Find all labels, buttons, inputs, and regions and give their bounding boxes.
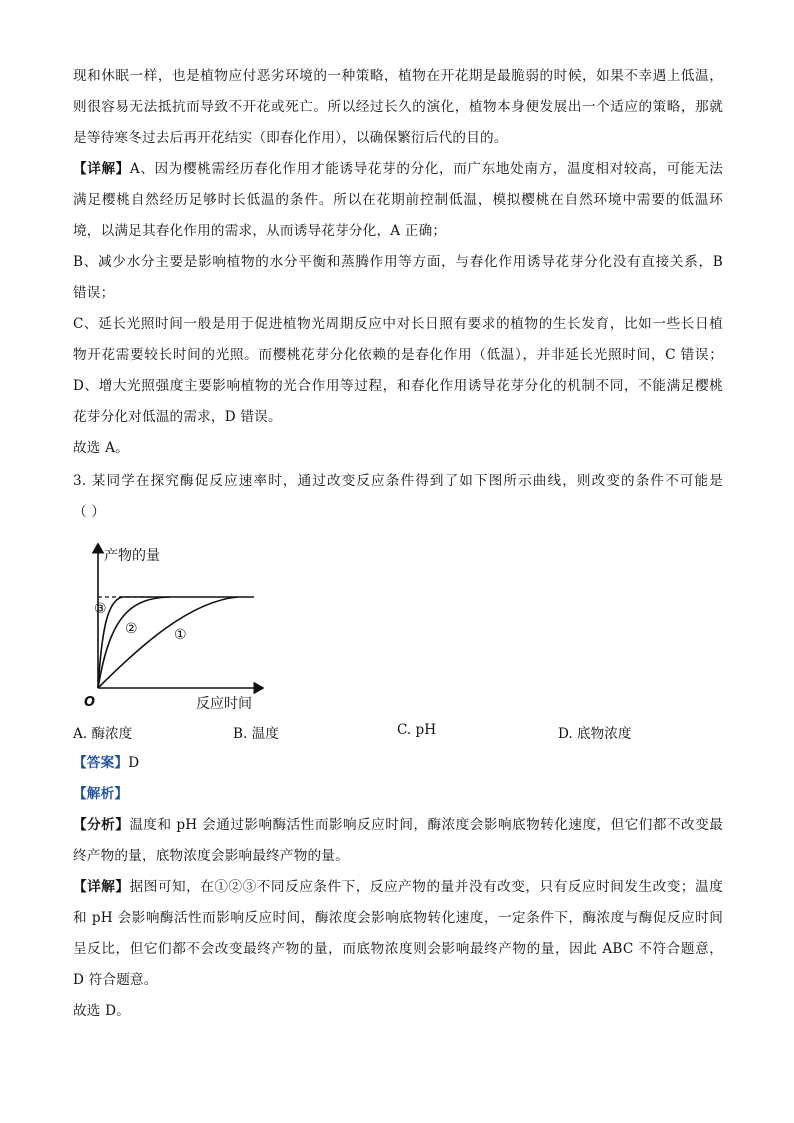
fenxi-line-1 (73, 816, 723, 834)
answer-value: D (128, 755, 140, 771)
curve-label-2: ② (125, 621, 138, 637)
curve-label-1: ① (174, 627, 187, 643)
paragraph-line: 则很容易无法抵抗而导致不开花或死亡。所以经过长久的演化，植物本身便发展出一个适应的策略，那就 (73, 99, 723, 115)
analysis-heading (73, 785, 723, 803)
paragraph-line: 是等待寒冬过去后再开花结实（即春化作用），以确保繁衍后代的目的。 (73, 130, 508, 146)
detail-line-a (73, 160, 723, 178)
option-a[interactable]: A. 酶浓度 (73, 726, 133, 742)
paragraph-line: C、延长光照时间一般是用于促进植物光周期反应中对长日照有要求的植物的生长发育，比如一些长日植 (73, 316, 723, 332)
paragraph-line: 现和休眠一样，也是植物应付恶劣环境的一种策略，植物在开花期是最脆弱的时候，如果不幸遇上低温， (73, 68, 723, 84)
detail-text: A、因为樱桃需经历春化作用才能诱导花芽的分化，而广东地处南方，温度相对较高，可能无法 (129, 161, 723, 177)
curve-1 (98, 597, 238, 688)
x-axis-label: 反应时间 (196, 696, 252, 712)
y-axis-label: 产物的量 (104, 548, 160, 564)
paragraph-line: 终产物的量，底物浓度会影响最终产物的量。 (73, 848, 349, 864)
paragraph-line: 花芽分化对低温的需求，D 错误。 (73, 409, 282, 425)
fenxi-text: 温度和 pH 会通过影响酶活性而影响反应时间，酶浓度会影响底物转化速度，但它们都不改变最 (129, 817, 723, 833)
paragraph-line: 物开花需要较长时间的光照。而樱桃花芽分化依赖的是春化作用（低温），并非延长光照时间，C 错误； (73, 347, 723, 363)
answer-line (73, 754, 723, 772)
origin-label: O (84, 695, 96, 710)
paragraph-line: 故选 A。 (73, 440, 129, 456)
question-stem: 3. 某同学在探究酶促反应速率时，通过改变反应条件得到了如下图所示曲线，则改变的条件不可能是 (73, 473, 723, 489)
curve-label-3: ③ (94, 601, 107, 617)
paragraph-line: 错误； (73, 285, 115, 301)
xiangjie-tag: 【详解】 (73, 879, 130, 895)
detail-tag: 【详解】 (73, 161, 130, 177)
analysis-tag: 【解析】 (73, 786, 129, 802)
question-paren: （ ） (73, 504, 106, 520)
paragraph-line: 满足樱桃自然经历足够时长低温的条件。所以在花期前控制低温，模拟樱桃在自然环境中需要的低温环 (73, 192, 723, 208)
paragraph-line: B、减少水分主要是影响植物的水分平衡和蒸腾作用等方面，与春化作用诱导花芽分化没有直接关系，B (73, 254, 723, 270)
reaction-chart (80, 536, 280, 716)
paragraph-line: D、增大光照强度主要影响植物的光合作用等过程，和春化作用诱导花芽分化的机制不同，不能满足樱桃 (73, 378, 723, 394)
option-b[interactable]: B. 温度 (233, 726, 279, 742)
paragraph-line: 呈反比，但它们都不会改变最终产物的量，而底物浓度则会影响最终产物的量，因此 ABC 不符合题意， (73, 941, 723, 957)
option-d[interactable]: D. 底物浓度 (558, 726, 632, 742)
paragraph-line: 和 pH 会影响酶活性而影响反应时间，酶浓度会影响底物转化速度，一定条件下，酶浓度与酶促反应时间 (73, 910, 723, 926)
xiangjie-text: 据图可知，在①②③不同反应条件下，反应产物的量并没有改变，只有反应时间发生改变；温度 (129, 879, 723, 895)
answer-options (73, 722, 723, 742)
fenxi-tag: 【分析】 (73, 817, 130, 833)
paragraph-line: D 符合题意。 (73, 972, 158, 988)
conclusion-line: 故选 D。 (73, 1003, 131, 1019)
xiangjie-line-1 (73, 878, 723, 896)
paragraph-line: 境，以满足其春化作用的需求，从而诱导花芽分化，A 正确； (73, 223, 447, 239)
answer-tag: 【答案】 (73, 755, 129, 771)
option-c[interactable]: C. pH (397, 722, 437, 738)
